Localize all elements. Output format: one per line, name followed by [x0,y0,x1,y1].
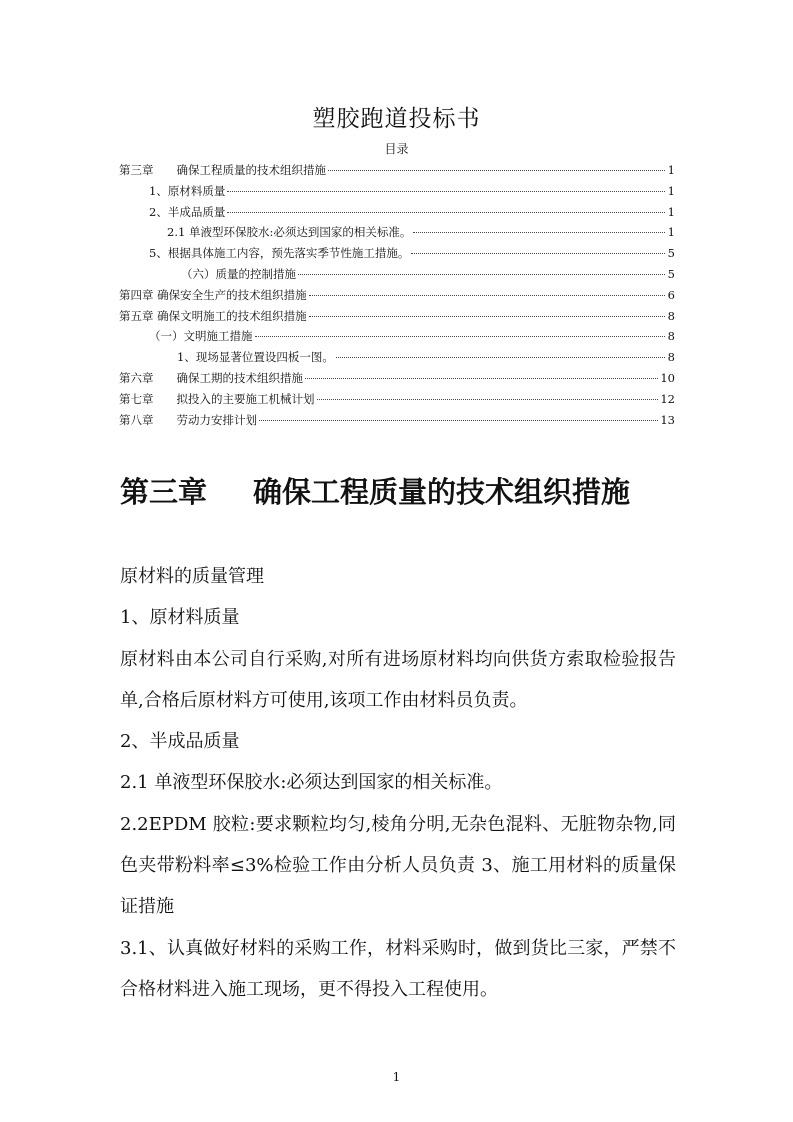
toc-leader [317,399,659,400]
toc-entry-page: 6 [667,287,675,302]
toc-entry-page: 1 [667,225,675,240]
toc-entry-text: 第八章 劳动力安排计划 [119,412,257,427]
toc-entry-page: 8 [667,308,675,323]
toc-entry[interactable] [119,264,675,285]
toc-leader [328,170,665,171]
table-of-contents [119,160,675,430]
toc-entry[interactable] [119,410,675,431]
toc-leader [413,232,665,233]
paragraph: 原材料由本公司自行采购,对所有进场原材料均向供货方索取检验报告单,合格后原材料方可使用,该项工作由材料员负责。 [120,648,676,711]
toc-entry-page: 8 [667,350,675,365]
toc-entry-text: 2.1 单液型环保胶水:必须达到国家的相关标准。 [167,225,412,240]
toc-entry[interactable] [119,306,675,327]
toc-entry[interactable] [119,389,675,410]
toc-entry-text: 第五章 确保文明施工的技术组织措施 [119,308,307,323]
toc-leader [227,191,665,192]
toc-entry-text: 1、现场显著位置设四板一图。 [177,350,334,365]
paragraph: 2、半成品质量 [120,731,240,753]
toc-entry[interactable] [119,243,675,264]
paragraph: 1、原材料质量 [120,607,240,629]
toc-leader [309,295,665,296]
toc-entry[interactable] [119,222,675,243]
toc-entry-page: 1 [667,183,675,198]
toc-entry[interactable] [119,347,675,368]
toc-entry[interactable] [119,368,675,389]
toc-leader [411,253,665,254]
toc-entry-text: 第七章 拟投入的主要施工机械计划 [119,391,315,406]
chapter-heading [120,470,630,511]
toc-entry-text: 5、根据具体施工内容，预先落实季节性施工措施。 [149,246,410,261]
toc-entry-text: 1、原材料质量 [149,183,226,198]
toc-entry-text: 2、半成品质量 [149,204,226,219]
toc-entry-text: 第三章 确保工程质量的技术组织措施 [119,163,326,177]
toc-leader [309,316,665,317]
toc-entry[interactable] [119,285,675,306]
chapter-title: 确保工程质量的技术组织措施 [253,475,631,509]
toc-entry-text: 第六章 确保工期的技术组织措施 [119,370,303,385]
document-title: 塑胶跑道投标书 [312,106,481,132]
toc-leader [305,378,658,379]
toc-entry-page: 10 [660,370,675,385]
paragraph: 原材料的质量管理 [120,566,264,587]
toc-entry[interactable] [119,326,675,347]
paragraph: 2.1 单液型环保胶水:必须达到国家的相关标准。 [120,772,503,794]
toc-heading: 目录 [384,142,409,156]
toc-entry-page: 5 [667,246,675,261]
toc-entry[interactable] [119,181,675,202]
toc-entry-page: 13 [660,412,675,427]
paragraph: 2.2EPDM 胶粒:要求颗粒均匀,棱角分明,无杂色混料、无脏物杂物,同色夹带粉料率≤3%检验工作由分析人员负责 3、施工用材料的质量保证措施 [120,813,676,918]
body-text [120,556,676,1010]
toc-entry-text: 第四章 确保安全生产的技术组织措施 [119,287,307,302]
toc-leader [259,420,658,421]
toc-entry-page: 8 [667,329,675,344]
toc-leader [227,212,665,213]
toc-entry[interactable] [119,160,675,181]
toc-entry-text: （一）文明施工措施 [149,329,253,344]
toc-entry-page: 1 [667,204,675,219]
toc-entry[interactable] [119,202,675,223]
toc-entry-page: 5 [667,266,675,281]
toc-entry-page: 12 [660,391,675,406]
toc-leader [336,357,665,358]
toc-entry-page: 1 [667,163,675,177]
page-number: 1 [392,1070,401,1084]
chapter-number: 第三章 [120,475,208,509]
toc-leader [255,336,666,337]
toc-entry-text: （六）质量的控制措施 [181,266,296,281]
paragraph: 3.1、认真做好材料的采购工作，材料采购时，做到货比三家，严禁不合格材料进入施工现场，更不得投入工程使用。 [120,937,676,1000]
toc-leader [298,274,665,275]
